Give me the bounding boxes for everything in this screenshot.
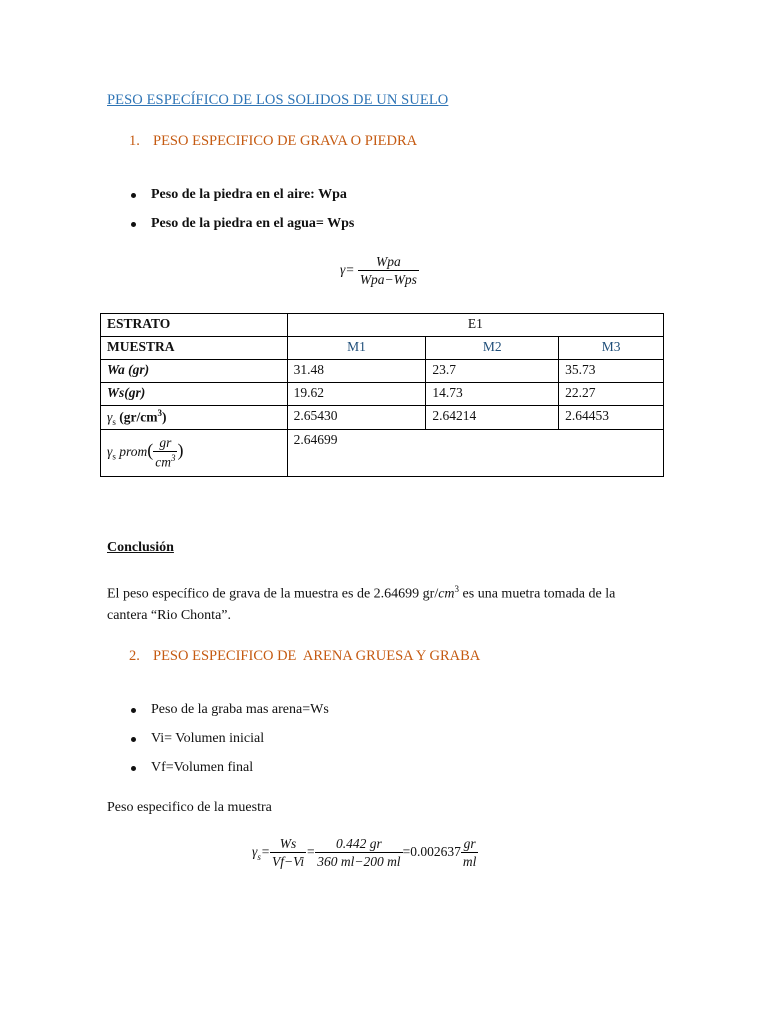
section-2-number: 2. [129,648,140,664]
list-item: Vi= Volumen inicial [129,729,329,758]
f2-num: 0.442 gr [336,836,382,851]
section-1-number: 1. [129,133,140,149]
prom-unit-fraction [153,435,177,471]
sample-intro: Peso especifico de la muestra [107,800,272,815]
estrato-label: ESTRATO [101,314,288,337]
conclusion-unit: cm [438,586,455,602]
gamma-symbol: γ [107,444,113,460]
f1-num: Ws [279,836,297,851]
formula-fraction [358,254,419,288]
formula-lhs-symbol: γ [252,844,258,860]
formula-numerator: Wpa [375,254,401,269]
table-cell: 22.27 [559,383,664,406]
table-cell: 31.48 [287,360,426,383]
table-cell: 35.73 [559,360,664,383]
unit-exponent: 3 [157,408,162,418]
table-cell: 23.7 [426,360,559,383]
formula-fraction-2 [315,836,402,870]
formula-lhs-sub: s [257,851,261,862]
section-2-title: PESO ESPECIFICO DE ARENA GRUESA Y GRABA [153,648,481,664]
row-label: Wa (gr) [101,360,288,383]
sample-header: M3 [559,337,664,360]
prom-value: 2.64699 [287,430,663,477]
conclusion-text-after: es una muetra tomada de la [459,586,616,602]
sample-header: M2 [426,337,559,360]
formula-gamma [340,254,419,288]
unit-close: ) [161,409,167,425]
prom-text: prom [119,444,148,460]
prom-unit-den [153,451,177,471]
prom-unit-den-exp: 3 [170,453,176,464]
row-label: Ws(gr) [101,383,288,406]
f3-num: gr [463,836,476,851]
row-label [101,406,288,430]
table-row [101,314,664,337]
list-item: Peso de la piedra en el agua= Wps [129,214,354,243]
table-row [101,360,664,383]
conclusion-line-2: cantera “Rio Chonta”. [107,608,232,623]
section-1-bullets [129,185,354,243]
table-row [101,430,664,477]
section-2-heading [129,648,480,665]
unit-label: (gr/cm [119,409,158,425]
prom-unit-den-text: cm [155,454,171,470]
muestra-label: MUESTRA [101,337,288,360]
conclusion-paragraph [107,579,687,605]
estrato-value: E1 [287,314,663,337]
list-item: Peso de la graba mas arena=Ws [129,700,329,729]
table-cell: 2.64214 [426,406,559,430]
f2-den: 360 ml−200 ml [317,854,401,869]
formula-fraction-3 [461,836,479,870]
formula-lhs: γ= [340,262,355,278]
table-row [101,406,664,430]
formula-result: =0.002637 [402,844,461,860]
list-item: Peso de la piedra en el aire: Wpa [129,185,354,214]
formula-fraction-1 [270,836,306,870]
row-label: $\gamma_s$ prom( $\frac{gr}{cm^3}$ ) [101,430,288,477]
section-2-bullets [129,700,329,787]
formula-denominator: Wpa−Wps [359,272,417,287]
page-title: PESO ESPECÍFICO DE LOS SOLIDOS DE UN SUELO [107,92,449,108]
table-row [101,383,664,406]
section-1-title: PESO ESPECIFICO DE GRAVA O PIEDRA [153,133,418,149]
table-cell: 19.62 [287,383,426,406]
gamma-subscript: s [112,417,116,428]
f3-den: ml [462,854,477,869]
table-row [101,337,664,360]
table-cell: 2.65430 [287,406,426,430]
table-cell: 14.73 [426,383,559,406]
conclusion-unit-exp: 3 [454,584,460,594]
table-cell: 2.64453 [559,406,664,430]
conclusion-text-before: El peso específico de grava de la muestra es de 2.64699 gr/ [107,586,439,602]
results-table [100,313,664,477]
formula-eq-2: = [306,844,316,860]
gamma-symbol: γ [107,409,113,425]
section-1-heading [129,133,417,150]
formula-gamma-s [252,836,478,870]
prom-unit-num: gr [159,435,172,451]
list-item: Vf=Volumen final [129,758,329,787]
f1-den: Vf−Vi [271,854,305,869]
formula-eq: = [260,844,270,860]
sample-header: M1 [287,337,426,360]
gamma-subscript: s [112,451,116,462]
conclusion-heading: Conclusión [107,540,174,555]
